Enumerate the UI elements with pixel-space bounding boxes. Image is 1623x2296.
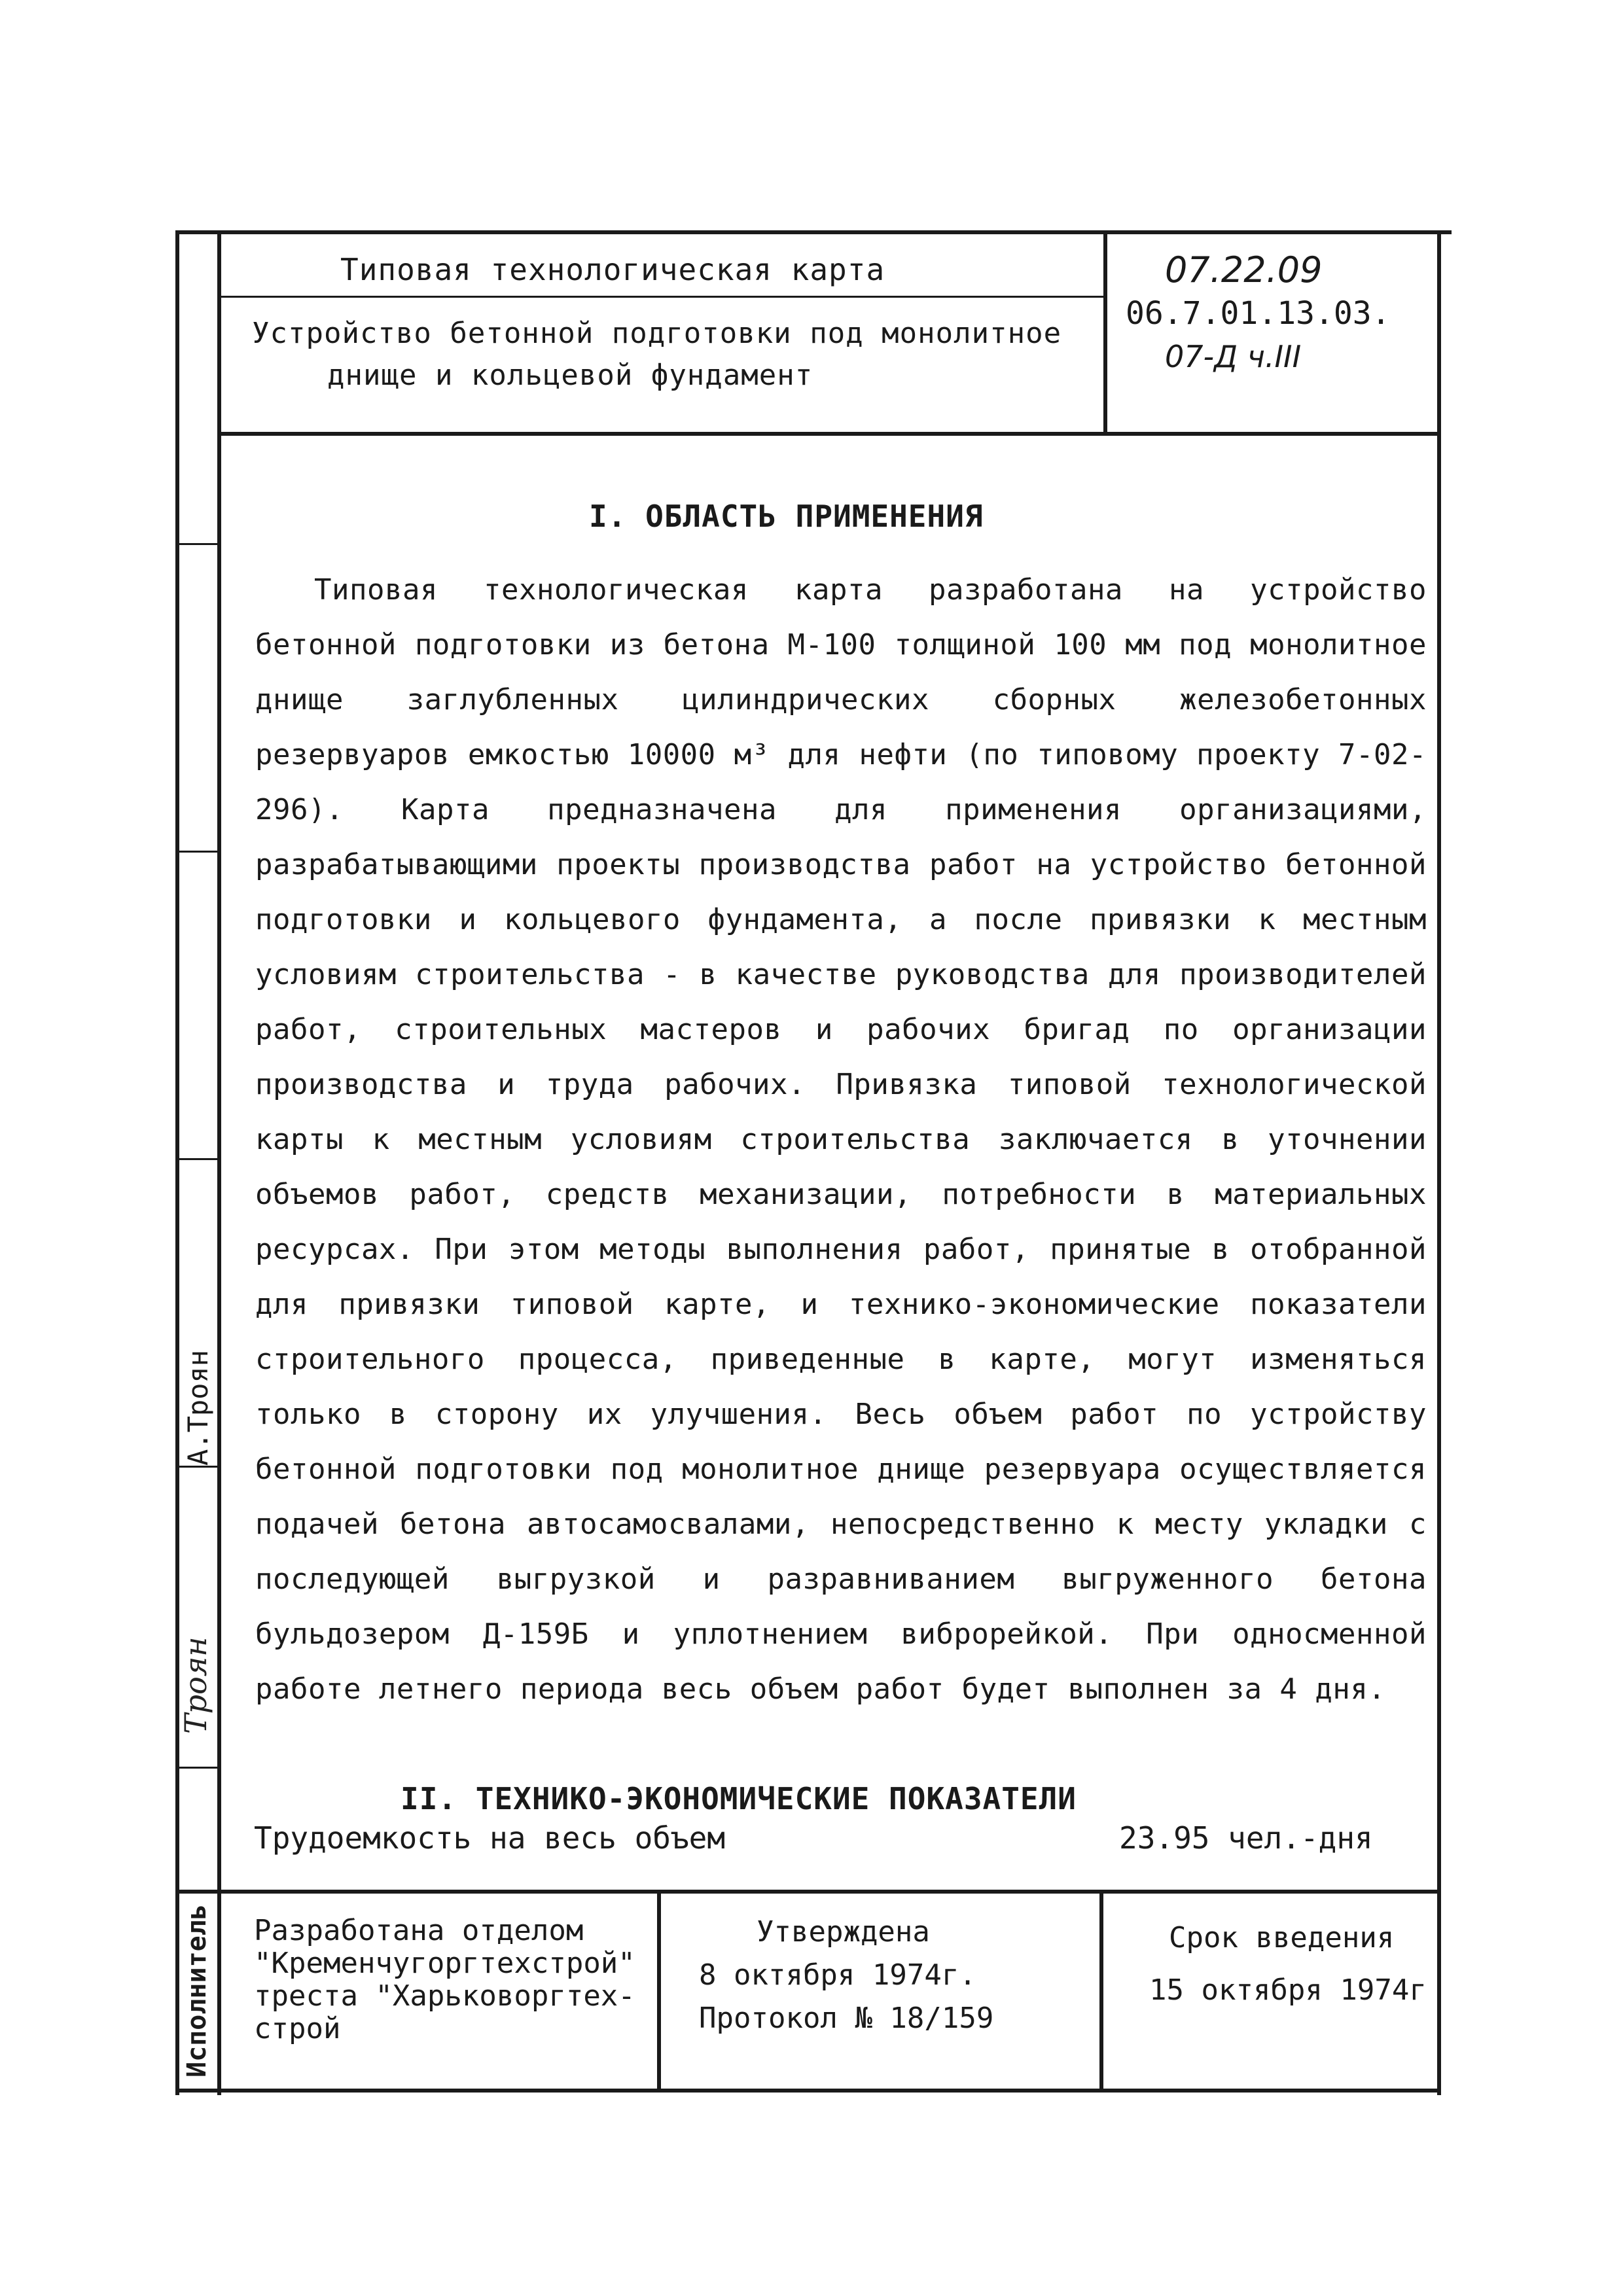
labor-intensity-label: Трудоемкость на весь объем [254,1820,726,1856]
footer-top-line [175,1890,1441,1894]
footer-divider-2 [1099,1890,1103,2093]
frame-bottom-line [175,2089,1441,2093]
approved-line-1: Утверждена [757,1915,930,1949]
effective-date-cell [1149,1912,1437,2017]
binding-tick-3 [175,1158,217,1160]
labor-intensity-value: 23.95 чел.-дня [1119,1820,1373,1856]
developed-by-line-4: строй [254,2012,341,2045]
section-1-body [255,563,1427,1717]
effective-date-label: Срок введения [1169,1921,1395,1954]
binding-tick-5 [175,1767,217,1769]
developed-by-line-2: "Кременчугоргтехстрой" [254,1947,635,1980]
frame-right-line [1437,230,1441,2095]
approved-line-2: 8 октября 1974г. [699,1958,976,1992]
document-code-block [1126,249,1414,378]
document-subject [252,313,1103,397]
section-2-heading: II. ТЕХНИКО-ЭКОНОМИЧЕСКИЕ ПОКАЗАТЕЛИ [401,1781,1077,1816]
document-code-handwritten: 07.22.09 [1165,249,1323,291]
frame-top-line [175,230,1452,234]
section-1-heading: I. ОБЛАСТЬ ПРИМЕНЕНИЯ [589,499,984,534]
executor-signature: Троян [178,1636,213,1734]
header-title-underline [217,296,1103,298]
document-subject-line-2: днище и кольцевой фундамент [327,359,813,392]
section-1-paragraph: Типовая технологическая карта разработана на устройство бетонной подготовки из бетона М-100 толщиной 100 мм под монолитное днище заглубленных цилиндрических сборных железобетонных резервуаров емкостью 10000 м³ для нефти (по типовому проекту 7-02-296). Карта предназначена для применения организациями, разрабатывающими проекты производства работ на устройство бетонной подготовки и кольцевого фундамента, а после привязки к местным условиям строительства - в качестве руководства для производителей работ, строительных мастеров и рабочих бригад по организации производства и труда рабочих. Привязка типовой технологической карты к местным условиям строительства заключается в уточнении объемов работ, средств механизации, потребности в материальных ресурсах. При этом методы выполнения работ, принятые в отобранной для привязки типовой карте, и технико-экономические показатели строительного процесса, приведенные в карте, могут изменяться только в сторону их улучшения. Весь объем работ по устройству бетонной подготовки под монолитное днище резервуара осуществляется подачей бетона автосамосвалами, непосредственно к месту укладки с последующей выгрузкой и разравниванием выгруженного бетона бульдозером Д-159Б и уплотнением виброрейкой. При односменной работе летнего периода весь объем работ будет выполнен за 4 дня. [255,573,1427,1706]
effective-date-value: 15 октября 1974г [1149,1973,1427,2007]
binding-strip-line [175,230,179,2095]
header-bottom-line [217,432,1437,436]
developed-by-cell [254,1915,653,2045]
approved-line-3: Протокол № 18/159 [699,2002,994,2035]
footer-divider-1 [657,1890,661,2093]
document-type-title: Типовая технологическая карта [340,252,885,287]
document-code-part: 07-Д ч.III [1165,339,1302,374]
binding-tick-1 [175,543,217,545]
binding-tick-4 [175,1466,217,1468]
labor-intensity-row [254,1820,1432,1866]
developed-by-line-1: Разработана отделом [254,1914,584,1947]
executor-label: Исполнитель [182,1904,212,2077]
approved-cell [699,1911,1092,2040]
executor-name: А.Троян [182,1349,214,1466]
developed-by-line-3: треста "Харьковоргтех- [254,1979,635,2013]
frame-left-line [217,230,221,2095]
document-code-typed: 06.7.01.13.03. [1126,295,1391,332]
document-subject-line-1: Устройство бетонной подготовки под монолитное [252,317,1062,350]
binding-tick-2 [175,851,217,853]
header-divider [1103,230,1107,434]
